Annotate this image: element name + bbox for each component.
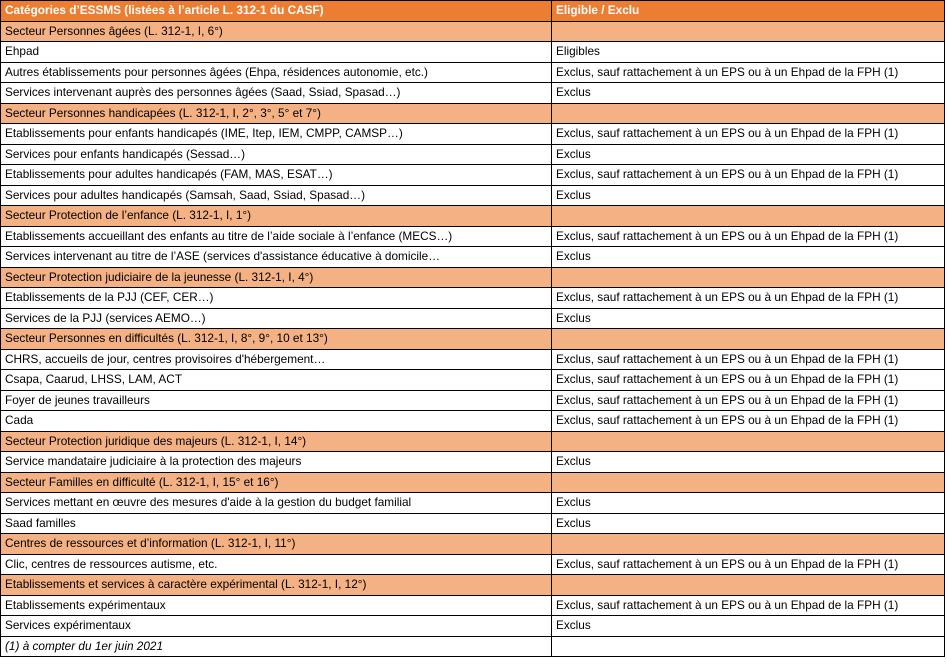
table-row [1,390,945,411]
category-cell: Service mandataire judiciaire à la protection des majeurs [1,452,552,473]
sector-row [1,21,945,42]
footnote-empty-cell [552,636,945,657]
table-row [1,185,945,206]
sector-row [1,575,945,596]
header-eligibility: Eligible / Exclu [552,1,945,22]
table-row [1,370,945,391]
category-cell: Services expérimentaux [1,616,552,637]
table-header-row [1,1,945,22]
header-category: Catégories d’ESSMS (listées à l’article L. 312-1 du CASF) [1,1,552,22]
eligibility-cell: Exclus [552,493,945,514]
table-row [1,165,945,186]
category-cell: Etablissements accueillant des enfants au titre de l’aide sociale à l’enfance (MECS…) [1,226,552,247]
sector-row [1,472,945,493]
sector-row [1,267,945,288]
sector-label: Secteur Protection de l’enfance (L. 312-1, I, 1°) [1,206,552,227]
category-cell: Csapa, Caarud, LHSS, LAM, ACT [1,370,552,391]
table-row [1,288,945,309]
table-row [1,616,945,637]
footnote-row [1,636,945,657]
sector-row [1,103,945,124]
eligibility-cell: Exclus, sauf rattachement à un EPS ou à un Ehpad de la FPH (1) [552,226,945,247]
eligibility-cell [552,267,945,288]
eligibility-cell: Exclus [552,83,945,104]
eligibility-cell: Exclus [552,513,945,534]
eligibility-cell: Exclus, sauf rattachement à un EPS ou à un Ehpad de la FPH (1) [552,124,945,145]
sector-label: Secteur Personnes en difficultés (L. 312-1, I, 8°, 9°, 10 et 13°) [1,329,552,350]
table-row [1,411,945,432]
eligibility-cell: Exclus [552,616,945,637]
table-body [1,21,945,636]
eligibility-cell: Exclus, sauf rattachement à un EPS ou à un Ehpad de la FPH (1) [552,595,945,616]
sector-label: Secteur Protection judiciaire de la jeunesse (L. 312-1, I, 4°) [1,267,552,288]
sector-label: Secteur Personnes âgées (L. 312-1, I, 6°) [1,21,552,42]
eligibility-cell: Exclus [552,185,945,206]
category-cell: CHRS, accueils de jour, centres provisoires d'hébergement… [1,349,552,370]
category-cell: Services pour adultes handicapés (Samsah, Saad, Ssiad, Spasad…) [1,185,552,206]
category-cell: Services intervenant auprès des personnes âgées (Saad, Ssiad, Spasad…) [1,83,552,104]
category-cell: Etablissements pour enfants handicapés (IME, Itep, IEM, CMPP, CAMSP…) [1,124,552,145]
footnote: (1) à compter du 1er juin 2021 [1,636,552,657]
table-row [1,226,945,247]
eligibility-cell: Exclus, sauf rattachement à un EPS ou à un Ehpad de la FPH (1) [552,62,945,83]
table-row [1,308,945,329]
table-row [1,42,945,63]
sector-label: Secteur Familles en difficulté (L. 312-1, I, 15° et 16°) [1,472,552,493]
sector-label: Secteur Personnes handicapées (L. 312-1, I, 2°, 3°, 5° et 7°) [1,103,552,124]
table-row [1,452,945,473]
eligibility-cell: Eligibles [552,42,945,63]
sector-label: Secteur Protection juridique des majeurs (L. 312-1, I, 14°) [1,431,552,452]
table-row [1,83,945,104]
eligibility-cell: Exclus, sauf rattachement à un EPS ou à un Ehpad de la FPH (1) [552,288,945,309]
table-row [1,493,945,514]
eligibility-cell [552,431,945,452]
category-cell: Services mettant en œuvre des mesures d'aide à la gestion du budget familial [1,493,552,514]
eligibility-cell [552,206,945,227]
category-cell: Foyer de jeunes travailleurs [1,390,552,411]
sector-row [1,431,945,452]
eligibility-cell [552,329,945,350]
sector-label: Centres de ressources et d’information (L. 312-1, I, 11°) [1,534,552,555]
sector-row [1,329,945,350]
eligibility-cell [552,103,945,124]
eligibility-cell: Exclus [552,247,945,268]
table-row [1,513,945,534]
category-cell: Etablissements de la PJJ (CEF, CER…) [1,288,552,309]
eligibility-cell: Exclus, sauf rattachement à un EPS ou à un Ehpad de la FPH (1) [552,165,945,186]
eligibility-cell [552,21,945,42]
table-row [1,554,945,575]
eligibility-cell [552,575,945,596]
category-cell: Etablissements pour adultes handicapés (FAM, MAS, ESAT…) [1,165,552,186]
category-cell: Cada [1,411,552,432]
eligibility-cell: Exclus, sauf rattachement à un EPS ou à un Ehpad de la FPH (1) [552,370,945,391]
table-row [1,144,945,165]
category-cell: Clic, centres de ressources autisme, etc. [1,554,552,575]
table-row [1,349,945,370]
eligibility-cell: Exclus, sauf rattachement à un EPS ou à un Ehpad de la FPH (1) [552,554,945,575]
category-cell: Services pour enfants handicapés (Sessad…) [1,144,552,165]
table-row [1,62,945,83]
eligibility-cell: Exclus [552,144,945,165]
sector-label: Etablissements et services à caractère expérimental (L. 312-1, I, 12°) [1,575,552,596]
eligibility-cell: Exclus, sauf rattachement à un EPS ou à un Ehpad de la FPH (1) [552,390,945,411]
eligibility-cell [552,472,945,493]
category-cell: Etablissements expérimentaux [1,595,552,616]
category-cell: Autres établissements pour personnes âgées (Ehpa, résidences autonomie, etc.) [1,62,552,83]
table-row [1,124,945,145]
eligibility-cell: Exclus, sauf rattachement à un EPS ou à un Ehpad de la FPH (1) [552,349,945,370]
table-row [1,595,945,616]
sector-row [1,534,945,555]
category-cell: Ehpad [1,42,552,63]
sector-row [1,206,945,227]
eligibility-cell: Exclus [552,452,945,473]
eligibility-cell: Exclus [552,308,945,329]
category-cell: Saad familles [1,513,552,534]
eligibility-cell [552,534,945,555]
category-cell: Services intervenant au titre de l’ASE (services d'assistance éducative à domicile… [1,247,552,268]
eligibility-cell: Exclus, sauf rattachement à un EPS ou à un Ehpad de la FPH (1) [552,411,945,432]
category-cell: Services de la PJJ (services AEMO…) [1,308,552,329]
table-row [1,247,945,268]
